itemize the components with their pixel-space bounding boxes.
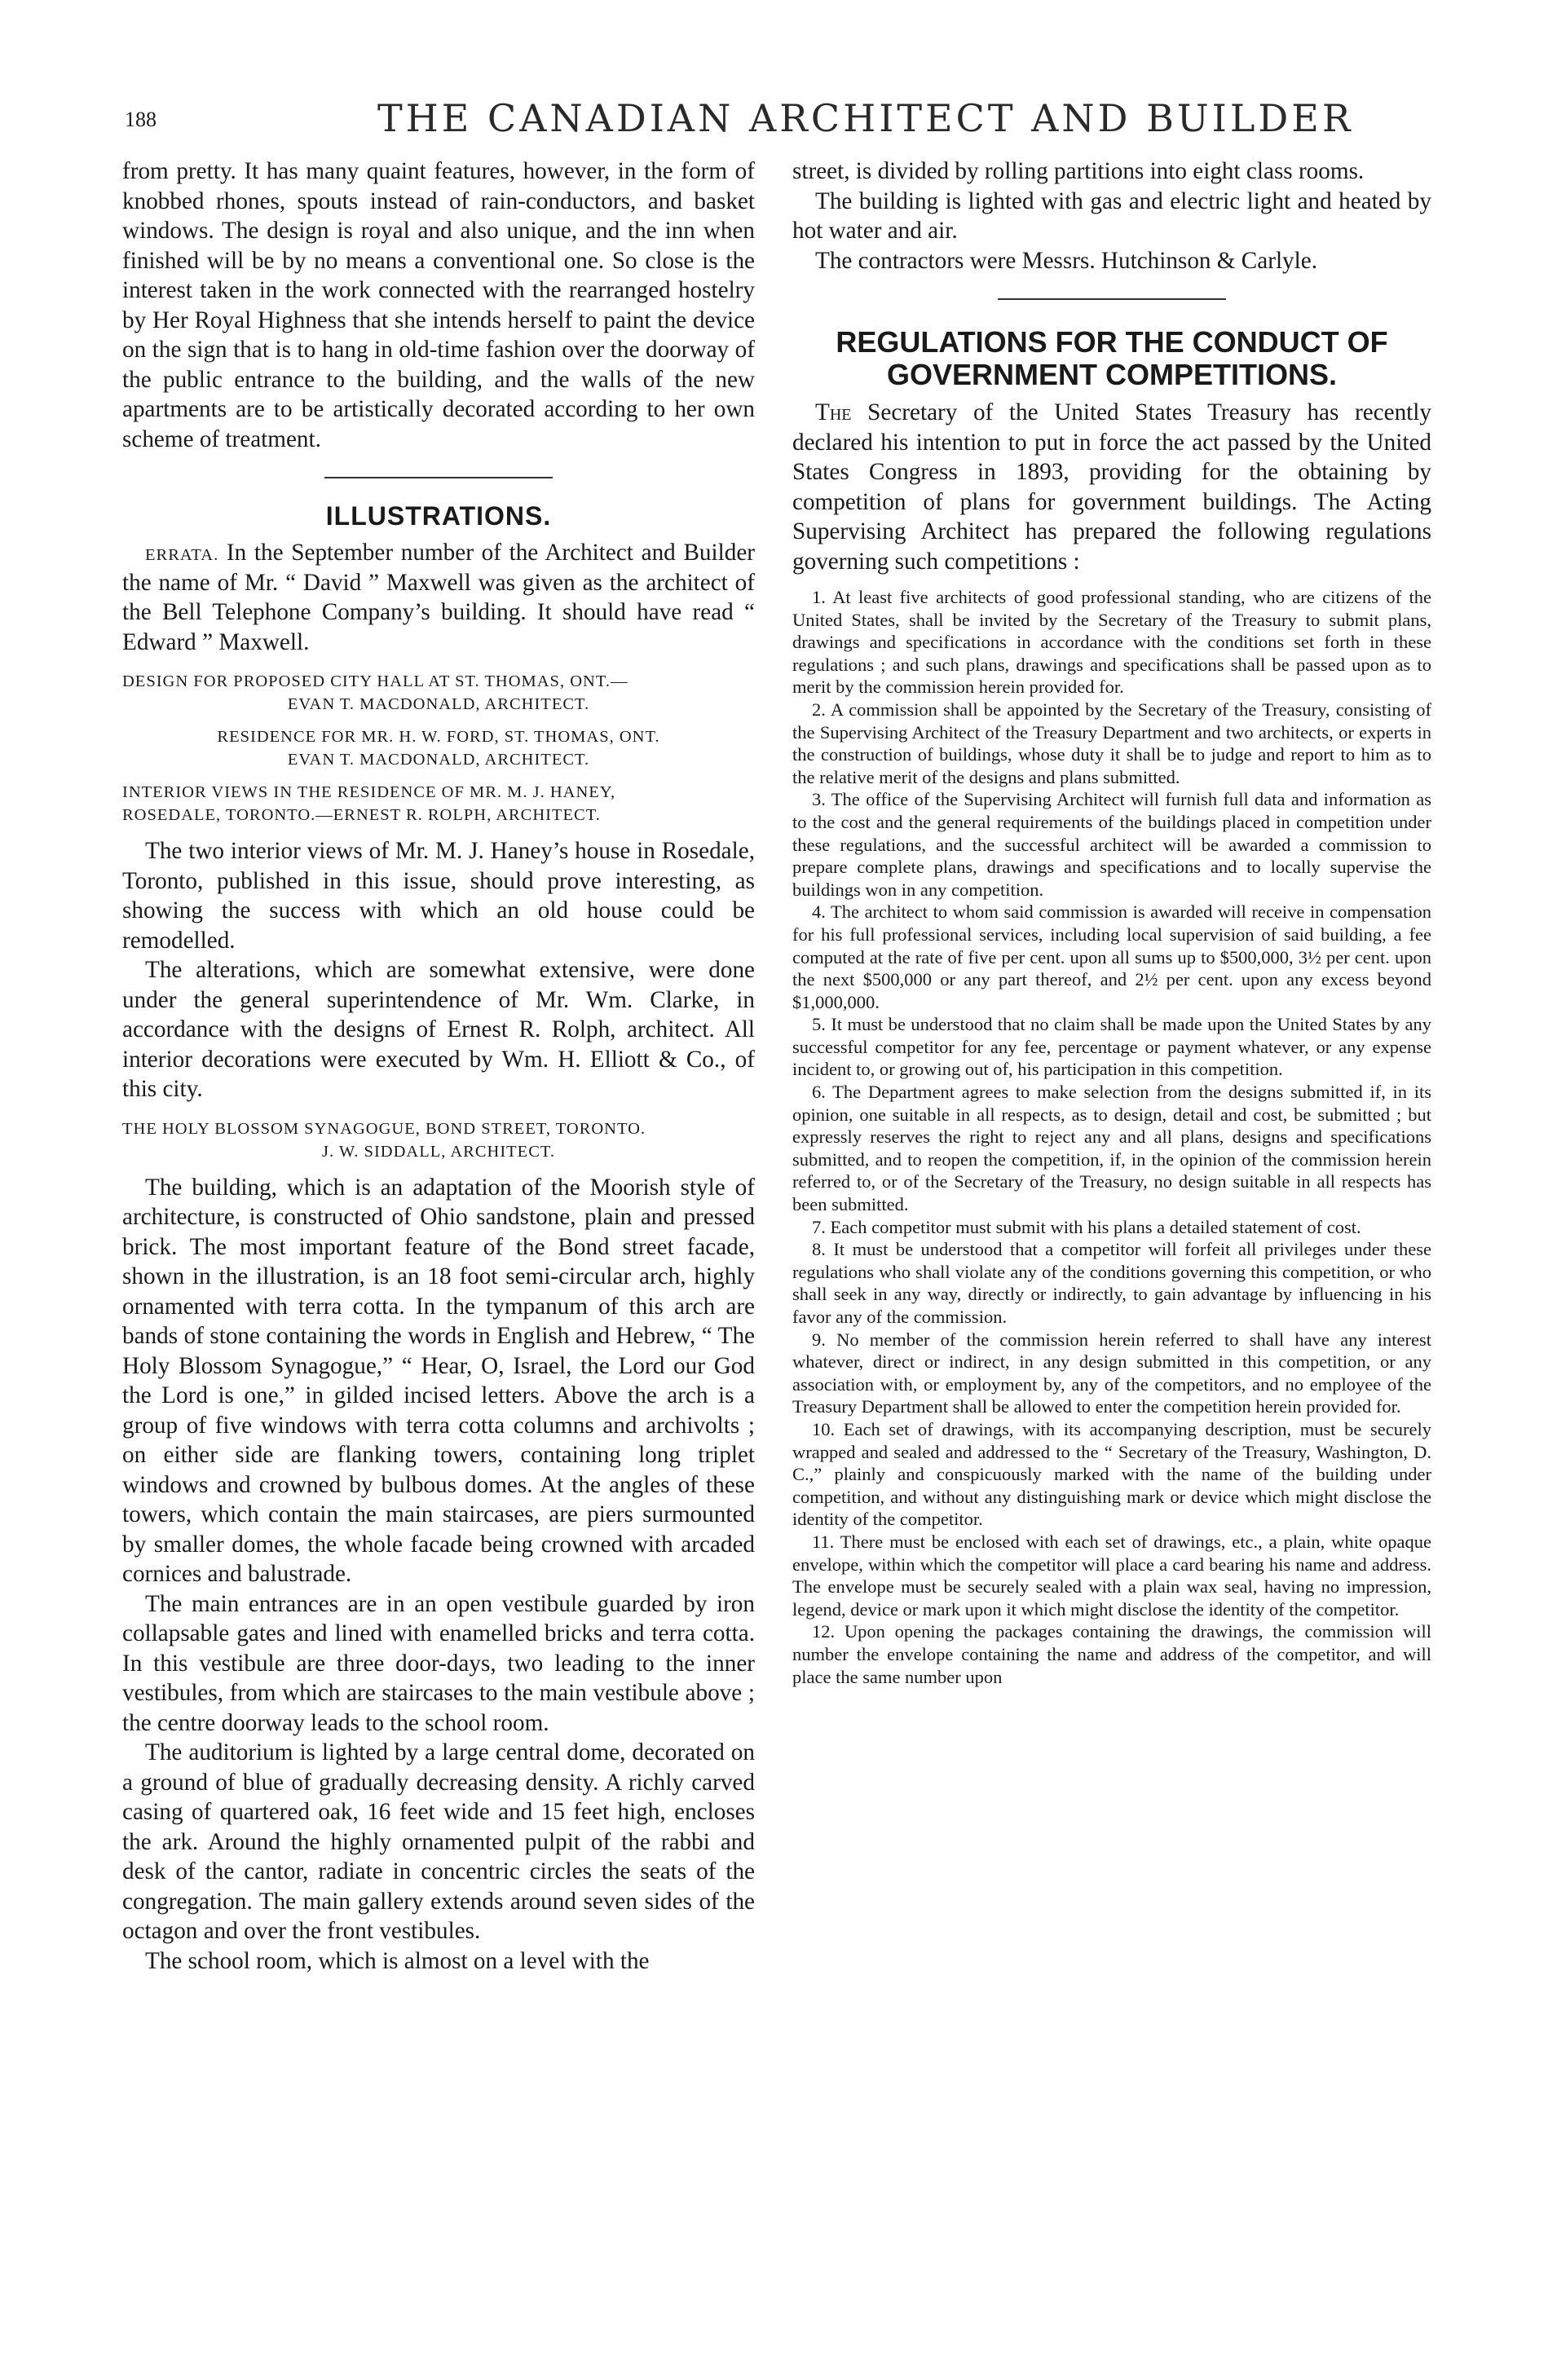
errata-paragraph bbox=[122, 538, 755, 657]
left-column bbox=[122, 156, 755, 1976]
intro-text: Secretary of the United States Treasury has recently declared his intention to put in force the act passed by the United States Congress in 1893, providing for the obtaining by competition of plans for government buildings. The Acting Supervising Architect has prepared the following regulations governing such competitions : bbox=[792, 399, 1431, 575]
caption-synagogue bbox=[122, 1117, 755, 1163]
rule-6: 6. The Department agrees to make selection from the designs submitted if, in its opinion, one suitable in all respects, as to design, detail and cost, be submitted ; but expressly reserves the right to reject any and all plans, designs and specifications submitted, and to reopen the competition, if, in the opinion of the commission herein referred to, or of the Secretary of the Treasury, no design suitable in all respects has been submitted. bbox=[792, 1082, 1431, 1215]
section-divider bbox=[324, 477, 553, 478]
caption-architect: J. W. SIDDALL, ARCHITECT. bbox=[321, 1142, 555, 1161]
rule-2: 2. A commission shall be appointed by the Secretary of the Treasury, consisting of the Supervising Architect of the Treasury Department and two architects, or experts in the construction of buildings, whose duty it shall be to judge and report to him as to the relative merit of the designs and plans submitted. bbox=[792, 699, 1431, 787]
section-divider bbox=[998, 298, 1226, 300]
intro-lead-word: The bbox=[815, 399, 852, 425]
intro-paragraph: from pretty. It has many quaint features, however, in the form of knobbed rhones, spouts instead of rain-conductors, and basket windows. The design is royal and also unique, and the inn when finished will be by no means a conventional one. So close is the interest taken in the work connected with the rearranged hostelry by Her Royal Highness that she intends herself to paint the device on the sign that is to hang in old-time fashion over the doorway of the public entrance to the building, and the walls of the new apartments are to be artistically decorated according to her own scheme of treatment. bbox=[122, 158, 755, 452]
haney-paragraph-2: The alterations, which are somewhat extensive, were done under the general superintendence of Mr. Wm. Clarke, in accordance with the designs of Ernest R. Rolph, architect. All interior decorations were executed by Wm. H. Elliott & Co., of this city. bbox=[122, 957, 755, 1102]
caption-haney-residence bbox=[122, 781, 755, 826]
caption-line: INTERIOR VIEWS IN THE RESIDENCE OF MR. M. J. HANEY, bbox=[122, 783, 616, 801]
rule-7: 7. Each competitor must submit with his plans a detailed statement of cost. bbox=[812, 1216, 1361, 1237]
caption-city-hall bbox=[122, 670, 755, 716]
continued-paragraph-3: The contractors were Messrs. Hutchinson & Carlyle. bbox=[815, 247, 1318, 274]
rule-12: 12. Upon opening the packages containing the drawings, the commission will number the envelope containing the name and address of the competitor, and will place the same number upon bbox=[792, 1621, 1431, 1687]
caption-line: THE HOLY BLOSSOM SYNAGOGUE, BOND STREET, TORONTO. bbox=[122, 1119, 646, 1138]
synagogue-paragraph-4: The school room, which is almost on a level with the bbox=[145, 1947, 650, 1974]
rule-9: 9. No member of the commission herein referred to shall have any interest whatever, direct or indirect, in any design submitted in this competition, or any association with, or employment by, any of the competitors, and no employee of the Treasury Department shall be allowed to enter the competition herein provided for. bbox=[792, 1329, 1431, 1417]
regulations-heading: REGULATIONS FOR THE CONDUCT OF GOVERNMENT COMPETITIONS. bbox=[836, 325, 1388, 391]
caption-architect: ROSEDALE, TORONTO.—ERNEST R. ROLPH, ARCHITECT. bbox=[122, 806, 601, 824]
regulations-intro bbox=[792, 398, 1431, 576]
errata-text: In the September number of the Architect and Builder the name of Mr. “ David ” Maxwell was given as the architect of the Bell Telephone Company’s building. It should have read “ Edward ” Maxwell. bbox=[122, 540, 755, 655]
page-header bbox=[125, 96, 1511, 145]
caption-ford-residence bbox=[122, 725, 755, 771]
journal-title: THE CANADIAN ARCHITECT AND BUILDER bbox=[377, 96, 1354, 140]
synagogue-paragraph-3: The auditorium is lighted by a large central dome, decorated on a ground of blue of gradually decreasing density. A richly carved casing of quartered oak, 16 feet wide and 15 feet high, encloses the ark. Around the highly ornamented pulpit of the rabbi and desk of the cantor, radiate in concentric circles the seats of the congregation. The main gallery extends around seven sides of the octagon and over the front vestibules. bbox=[122, 1739, 755, 1944]
rule-1: 1. At least five architects of good professional standing, who are citizens of the United States, shall be invited by the Secretary of the Treasury to submit plans, drawings and specifications in accordance with the conditions set forth in these regulations ; and such plans, drawings and specifications shall be passed upon as to merit by the commission herein provided for. bbox=[792, 587, 1431, 698]
rule-8: 8. It must be understood that a competitor will forfeit all privileges under these regulations who shall violate any of the conditions governing this competition, or who shall seek in any way, directly or indirectly, to gain advantage by influencing in his favor any of the commission. bbox=[792, 1239, 1431, 1327]
continued-paragraph-1: street, is divided by rolling partitions into eight class rooms. bbox=[792, 158, 1365, 184]
haney-paragraph-1: The two interior views of Mr. M. J. Haney’s house in Rosedale, Toronto, published in this issue, should prove interesting, as showing the success with which an old house could be remodelled. bbox=[122, 838, 755, 954]
illustrations-heading: ILLUSTRATIONS. bbox=[325, 501, 552, 531]
rule-3: 3. The office of the Supervising Architect will furnish full data and information as to the cost and the general requirements of the buildings placed in competition under these regulations, and the successful architect will be awarded a commission to prepare complete plans, drawings and specifications and to locally supervise the buildings won in any competition. bbox=[792, 789, 1431, 900]
page-number: 188 bbox=[125, 108, 157, 131]
synagogue-paragraph-1: The building, which is an adaptation of the Moorish style of architecture, is constructed of Ohio sandstone, plain and pressed brick. The most important feature of the Bond street facade, shown in the illustration, is an 18 foot semi-circular arch, highly ornamented with terra cotta. In the tympanum of this arch are bands of stone containing the words in English and Hebrew, “ The Holy Blossom Synagogue,” “ Hear, O, Israel, the Lord our God the Lord is one,” in gilded incised letters. Above the arch is a group of five windows with terra cotta columns and archivolts ; on either side are flanking towers, containing long triplet windows and crowned by bulbous domes. At the angles of these towers, which contain the main staircases, are piers surmounted by smaller domes, the whole facade being crowned with arcaded cornices and balustrade. bbox=[122, 1174, 755, 1587]
rule-5: 5. It must be understood that no claim shall be made upon the United States by any successful competitor for any fee, percentage or payment whatever, or any expense incident to, or growing out of, his participation in this competition. bbox=[792, 1014, 1431, 1080]
rule-10: 10. Each set of drawings, with its accompanying description, must be securely wrapped and sealed and addressed to the “ Secretary of the Treasury, Washington, D. C.,” plainly and conspicuously marked with the name of the building under competition, and without any distinguishing mark or device which might disclose the identity of the competitor. bbox=[792, 1418, 1431, 1530]
caption-line: DESIGN FOR PROPOSED CITY HALL AT ST. THOMAS, ONT.— bbox=[122, 672, 628, 690]
caption-architect: EVAN T. MACDONALD, ARCHITECT. bbox=[287, 695, 590, 713]
caption-architect: EVAN T. MACDONALD, ARCHITECT. bbox=[287, 751, 590, 769]
continued-paragraph-2: The building is lighted with gas and electric light and heated by hot water and air. bbox=[792, 187, 1431, 244]
right-column bbox=[792, 156, 1431, 1688]
caption-line: RESIDENCE FOR MR. H. W. FORD, ST. THOMAS, ONT. bbox=[217, 728, 660, 746]
rule-11: 11. There must be enclosed with each set of drawings, etc., a plain, white opaque envelope, within which the competitor will place a card bearing his name and address. The envelope must be securely sealed with a plain wax seal, having no impression, legend, device or mark upon it which might disclose the identity of the competitor. bbox=[792, 1531, 1431, 1620]
errata-label: ERRATA. bbox=[145, 546, 219, 564]
rule-4: 4. The architect to whom said commission is awarded will receive in compensation for his full professional services, including local supervision of said building, a fee computed at the rate of five per cent. upon all sums up to $500,000, 3½ per cent. upon the next $500,000 or any part thereof, and 2½ per cent. upon any excess beyond $1,000,000. bbox=[792, 901, 1431, 1012]
synagogue-paragraph-2: The main entrances are in an open vestibule guarded by iron collapsable gates and lined with enamelled bricks and terra cotta. In this vestibule are three door-days, two leading to the inner vestibules, from which are staircases to the main vestibule above ; the centre doorway leads to the school room. bbox=[122, 1590, 755, 1736]
